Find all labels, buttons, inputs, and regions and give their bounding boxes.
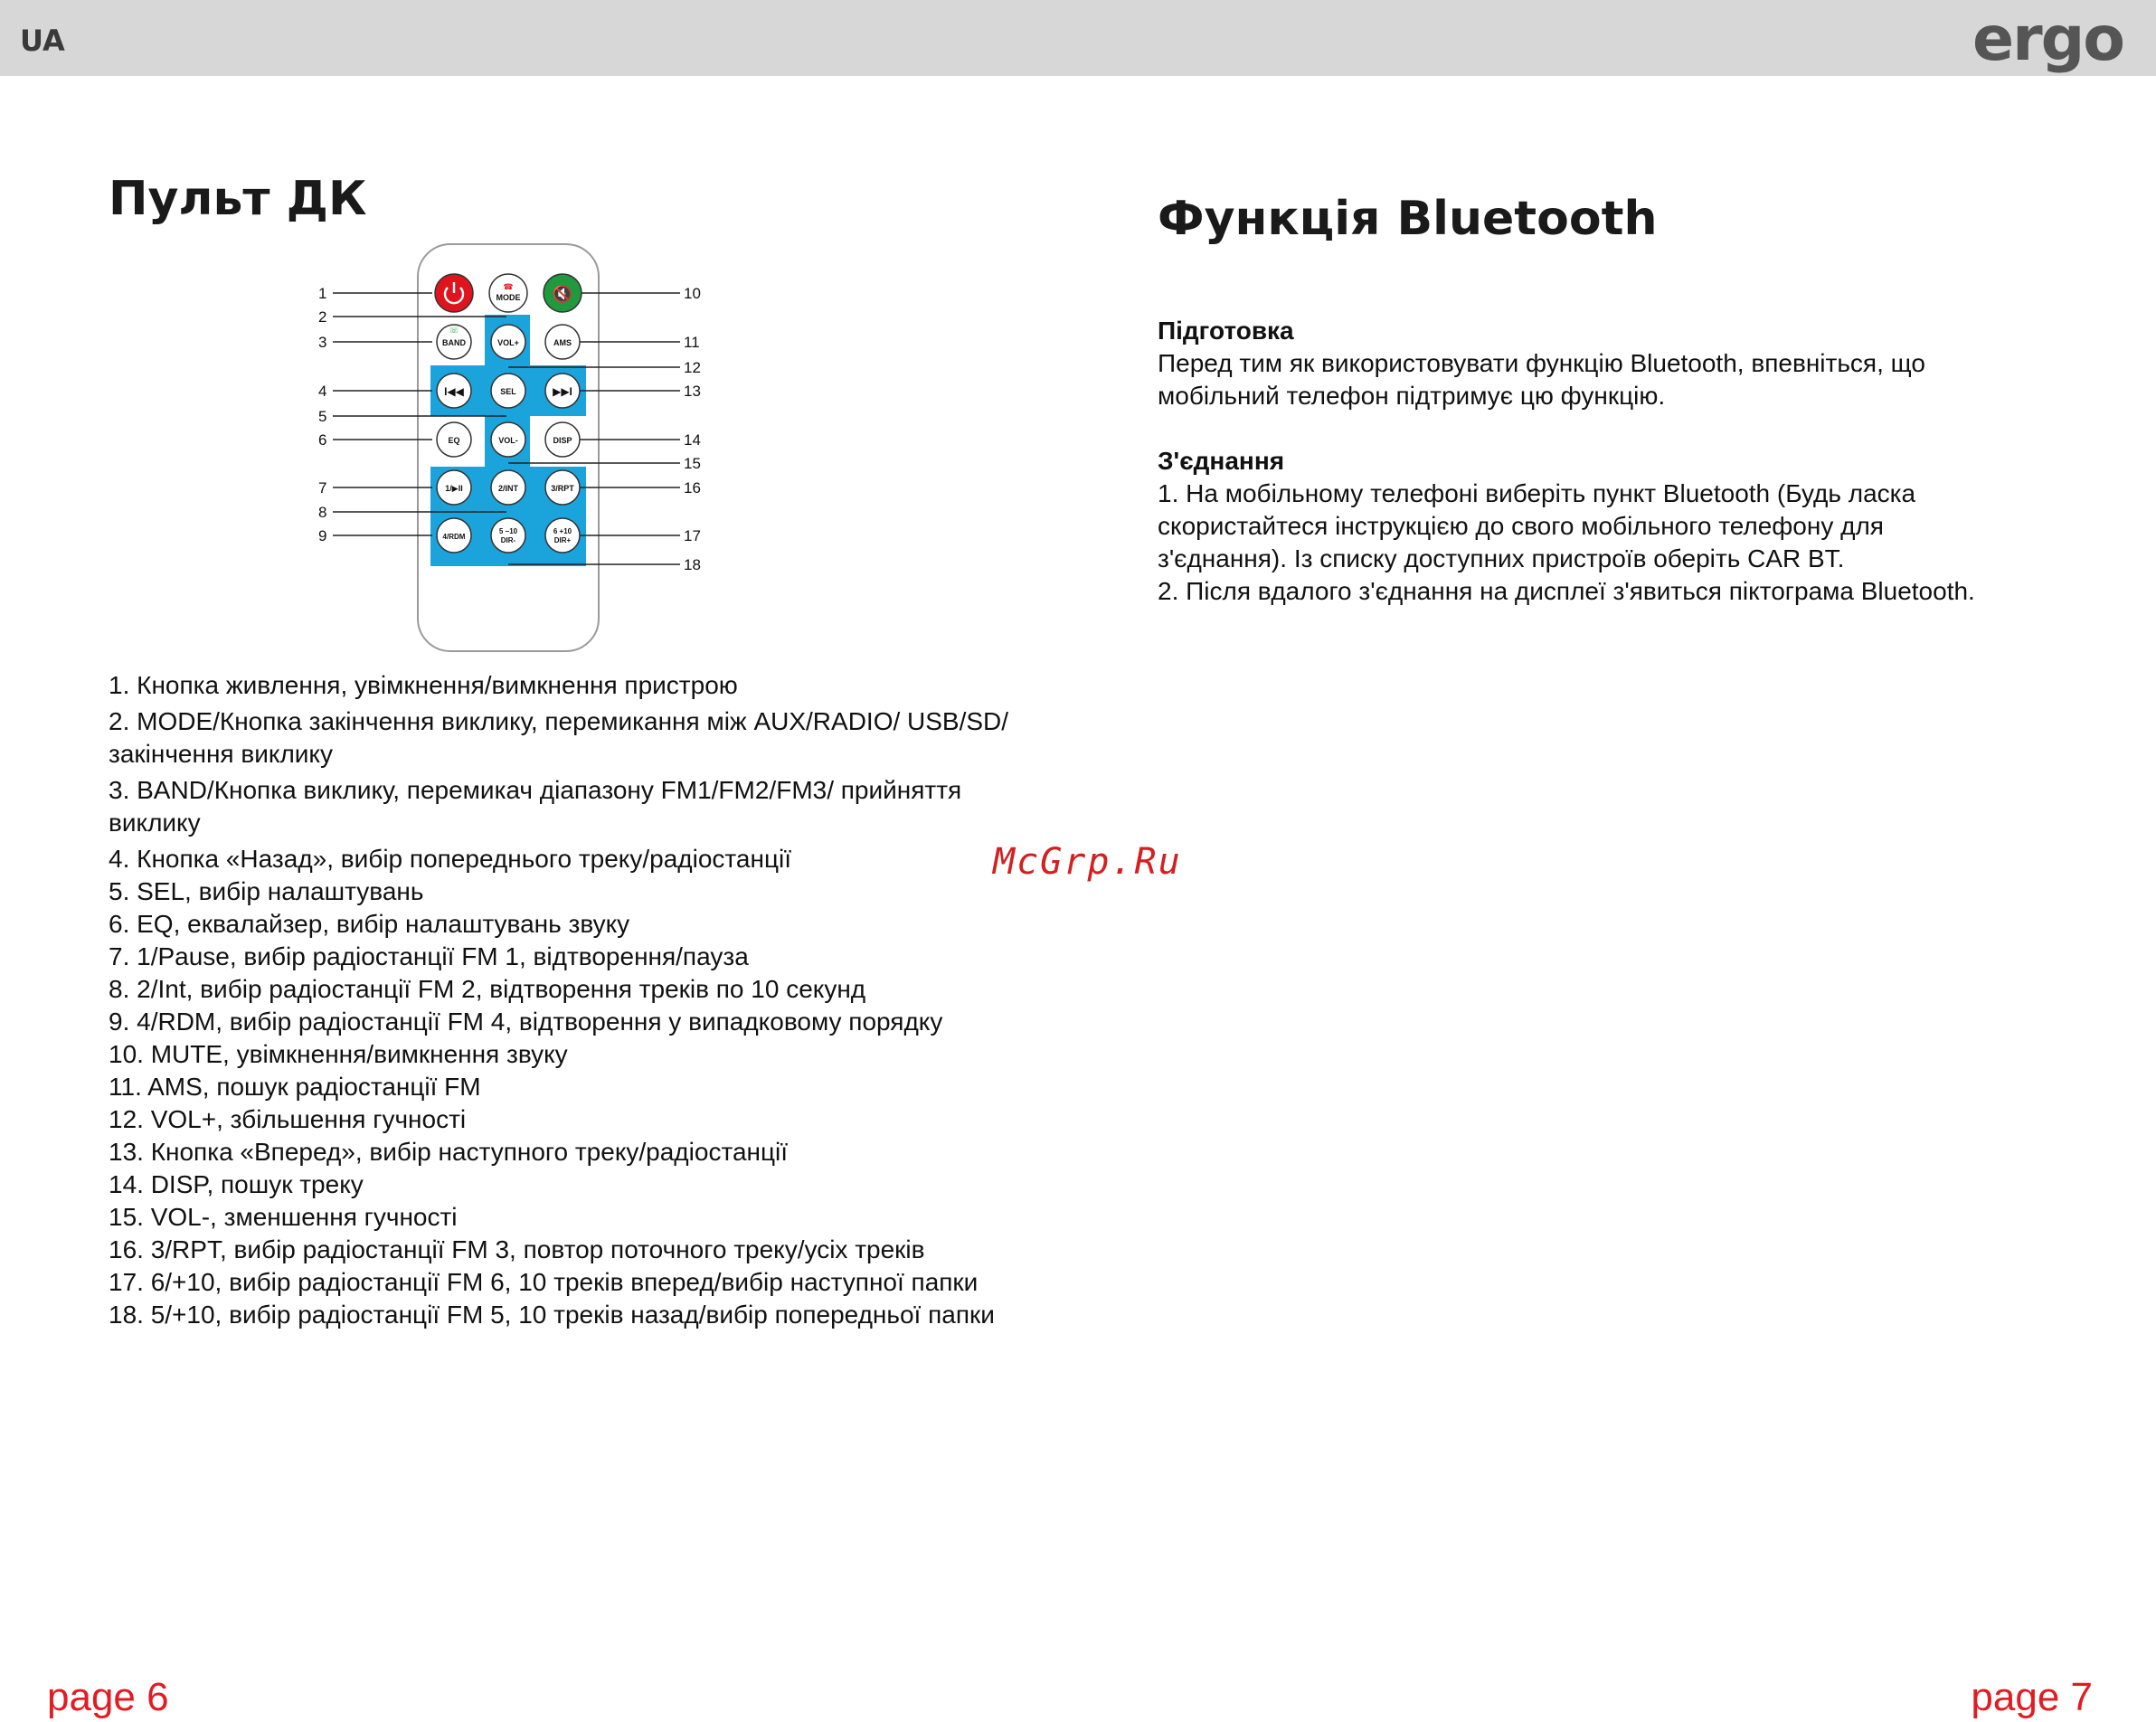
connection-heading: З'єднання: [1158, 447, 1285, 475]
list-item: 17. 6/+10, вибір радіостанції FM 6, 10 треків вперед/вибір наступної папки: [109, 1268, 979, 1296]
mute-icon: 🔇: [552, 285, 573, 303]
num-right-16: 16: [684, 479, 701, 497]
watermark: McGrp.Ru: [993, 841, 1182, 883]
num-left-8: 8: [318, 504, 327, 521]
ergo-logo: ergo: [1972, 4, 2123, 75]
num-left-5: 5: [318, 408, 327, 425]
b3-label: 3/RPT: [551, 484, 574, 493]
prep-text: Перед тим як використовувати функцію Bluetooth, впевніться, що мобільний телефон підтримує цю функцію.: [1158, 349, 1925, 410]
list-item: 11. AMS, пошук радіостанції FM: [109, 1073, 481, 1101]
num-left-4: 4: [318, 383, 327, 400]
left-number-labels: [318, 285, 326, 544]
num-left-6: 6: [318, 431, 327, 449]
connection-step-1: 1. На мобільному телефоні виберіть пункт Bluetooth (Будь ласка скористайтеся інструкцією до свого мобільного телефону для з'єднання). Із списку доступних пристроїв оберіть CAR BT.: [1158, 479, 1916, 572]
list-item: 14. DISP, пошук треку: [109, 1170, 364, 1198]
ams-label: AMS: [553, 338, 572, 347]
num-left-3: 3: [318, 334, 327, 351]
list-item: 12. VOL+, збільшення гучності: [109, 1105, 467, 1133]
num-right-17: 17: [684, 527, 701, 544]
num-right-10: 10: [684, 285, 701, 302]
bluetooth-section: [1158, 315, 2026, 608]
header-bar: [0, 0, 2156, 76]
list-item: 6. EQ, еквалайзер, вибір налаштувань звуку: [109, 910, 630, 938]
bluetooth-title: Функція Bluetooth: [1158, 192, 1658, 246]
b2-label: 2/INT: [497, 484, 519, 493]
right-number-labels: [684, 285, 701, 573]
list-item: 16. 3/RPT, вибір радіостанції FM 3, повтор поточного треку/усіх треків: [109, 1235, 925, 1263]
vol-minus-label: VOL-: [498, 436, 518, 445]
mode-label: MODE: [496, 293, 521, 302]
num-right-12: 12: [684, 359, 701, 376]
num-left-7: 7: [318, 479, 327, 497]
b6-label-top: 6 +10: [553, 527, 572, 535]
num-right-13: 13: [684, 383, 701, 400]
page-number-right: page 7: [1971, 1675, 2093, 1719]
remote-title: Пульт ДК: [109, 172, 367, 226]
b1-label: 1/▶II: [445, 484, 463, 493]
list-item: 13. Кнопка «Вперед», вибір наступного треку/радіостанції: [109, 1138, 789, 1166]
list-item: 4. Кнопка «Назад», вибір попереднього треку/радіостанції: [109, 845, 791, 873]
list-item: 15. VOL-, зменшення гучності: [109, 1203, 458, 1231]
remote-control-diagram: [307, 237, 705, 660]
list-item: 10. MUTE, увімкнення/вимкнення звуку: [109, 1040, 568, 1068]
connection-step-2: 2. Після вдалого з'єднання на дисплеї з'явиться піктограма Bluetooth.: [1158, 577, 1975, 605]
num-left-2: 2: [318, 308, 327, 326]
num-left-1: 1: [318, 285, 327, 302]
page-number-left: page 6: [47, 1675, 169, 1719]
list-item: 2. MODE/Кнопка закінчення виклику, перемикання між AUX/RADIO/ USB/SD/закінчення виклику: [109, 707, 1009, 768]
call-icon: ☏: [449, 326, 459, 335]
b5-button: [491, 518, 525, 553]
list-item: 3. BAND/Кнопка виклику, перемикач діапазону FM1/FM2/FM3/ прийняття виклику: [109, 776, 962, 837]
b5-label-top: 5 −10: [498, 527, 518, 535]
b6-button: [545, 518, 580, 553]
list-item: 1. Кнопка живлення, увімкнення/вимкнення пристрою: [109, 671, 738, 699]
language-label: UA: [20, 24, 65, 58]
list-item: 9. 4/RDM, вибір радіостанції FM 4, відтворення у випадковому порядку: [109, 1008, 943, 1036]
disp-label: DISP: [553, 436, 572, 445]
prep-heading: Підготовка: [1158, 317, 1294, 345]
num-right-18: 18: [684, 556, 701, 573]
hangup-icon: ☎: [503, 282, 514, 291]
prev-icon: I◀◀: [444, 385, 464, 398]
num-left-9: 9: [318, 527, 327, 544]
list-item: 7. 1/Pause, вибір радіостанції FM 1, відтворення/пауза: [109, 942, 749, 970]
sel-label: SEL: [500, 387, 516, 396]
vol-plus-label: VOL+: [497, 338, 519, 347]
list-item: 5. SEL, вибір налаштувань: [109, 877, 424, 905]
b4-label: 4/RDM: [442, 533, 466, 541]
list-item: 8. 2/Int, вибір радіостанції FM 2, відтворення треків по 10 секунд: [109, 975, 866, 1003]
next-icon: ▶▶I: [553, 385, 572, 398]
button-description-list: [109, 669, 1031, 1331]
num-right-15: 15: [684, 455, 701, 472]
b5-label-bottom: DIR-: [500, 536, 516, 544]
b6-label-bottom: DIR+: [553, 536, 572, 544]
eq-label: EQ: [448, 436, 460, 445]
band-label: BAND: [442, 338, 466, 347]
num-right-14: 14: [684, 431, 701, 449]
list-item: 18. 5/+10, вибір радіостанції FM 5, 10 треків назад/вибір попередньої папки: [109, 1301, 995, 1329]
num-right-11: 11: [684, 334, 700, 351]
